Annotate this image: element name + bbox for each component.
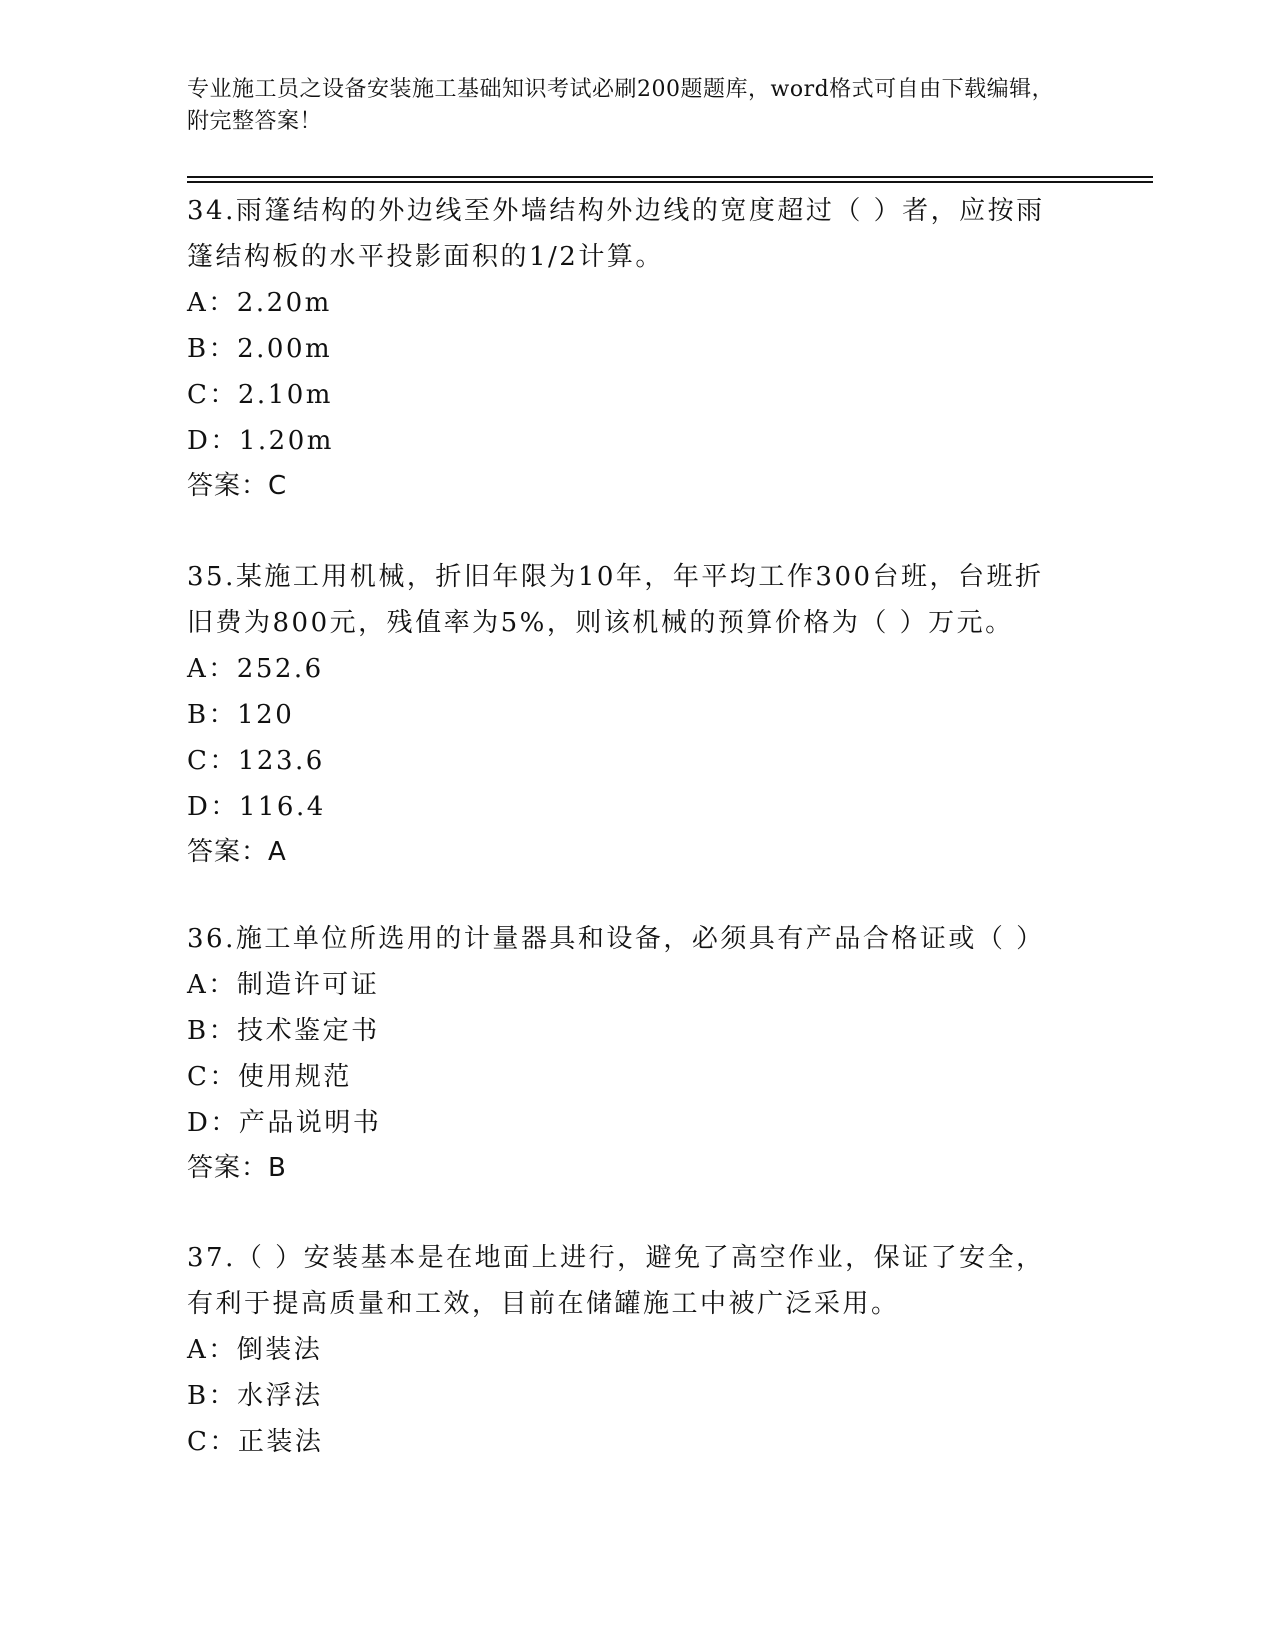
answer-line: 答案：C [187,471,288,501]
question-35 [187,554,1067,874]
option-a: A：制造许可证 [187,970,380,1000]
option-c: C：正装法 [187,1427,324,1457]
header-divider-top [187,176,1153,178]
question-34 [187,188,1067,508]
answer-line: 答案：A [187,837,287,867]
question-stem: 37.（ ）安装基本是在地面上进行，避免了高空作业，保证了安全，有利于提高质量和工效，目前在储罐施工中被广泛采用。 [187,1243,1045,1319]
option-c: C：123.6 [187,746,325,776]
question-stem: 36.施工单位所选用的计量器具和设备，必须具有产品合格证或（ ） [187,924,1045,954]
option-b: B：2.00m [187,334,333,364]
option-b: B：120 [187,700,295,730]
option-d: D：116.4 [187,792,326,822]
answer-line: 答案：B [187,1153,287,1183]
header-divider-bottom [187,181,1153,183]
option-b: B：水浮法 [187,1381,323,1411]
question-stem: 35.某施工用机械，折旧年限为10年，年平均工作300台班，台班折旧费为800元，残值率为5%，则该机械的预算价格为（ ）万元。 [187,562,1044,638]
option-b: B：技术鉴定书 [187,1016,380,1046]
option-a: A：倒装法 [187,1335,323,1365]
question-stem: 34.雨篷结构的外边线至外墙结构外边线的宽度超过（ ）者，应按雨篷结构板的水平投影面积的1/2计算。 [187,196,1045,272]
option-a: A：252.6 [187,654,324,684]
option-d: D：产品说明书 [187,1108,382,1138]
question-36 [187,916,1067,1190]
option-d: D：1.20m [187,426,334,456]
question-37 [187,1235,1067,1465]
option-c: C：使用规范 [187,1062,352,1092]
option-a: A：2.20m [187,288,332,318]
document-header: 专业施工员之设备安装施工基础知识考试必刷200题题库，word格式可自由下载编辑，附完整答案！ [187,77,1055,134]
option-c: C：2.10m [187,380,333,410]
